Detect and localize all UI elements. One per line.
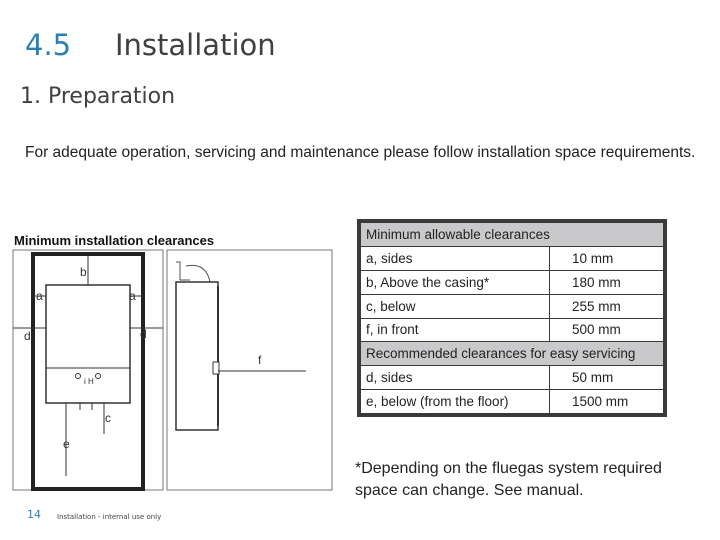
section-number: 4.5 [25,28,72,62]
clearance-table-frame [357,219,667,417]
svg-text:i H: i H [84,377,94,386]
clearance-table [360,222,664,414]
table-row: f, in front 500 mm [361,318,664,342]
label-d-left: d [24,329,31,343]
label-d-right: d [140,327,147,341]
table-row: a, sides 10 mm [361,246,664,270]
clearance-diagram [10,232,340,492]
label-b: b [80,265,87,279]
label-f: f [258,353,262,367]
page-number: 14 [27,508,41,521]
footer-text: Installation - internal use only [57,513,162,521]
diagram-title: Minimum installation clearances [14,233,215,248]
table-row: e, below (from the floor) 1500 mm [361,390,664,414]
recommended-clearances-header: Recommended clearances for easy servicing [361,342,664,366]
footnote: *Depending on the fluegas system required space can change. See manual. [355,460,662,499]
table-row: b, Above the casing* 180 mm [361,270,664,294]
section-title: Installation [115,28,276,62]
intro-paragraph: For adequate operation, servicing and maintenance please follow installation space requirements. [25,144,696,161]
boiler-side [176,282,218,430]
label-a-right: a [129,289,136,303]
table-row: c, below 255 mm [361,294,664,318]
minimum-clearances-header: Minimum allowable clearances [361,223,664,247]
table-row: d, sides 50 mm [361,366,664,390]
label-c: c [105,411,111,425]
label-a-left: a [36,289,43,303]
subsection-title: 1. Preparation [20,84,176,109]
label-e: e [63,437,70,451]
